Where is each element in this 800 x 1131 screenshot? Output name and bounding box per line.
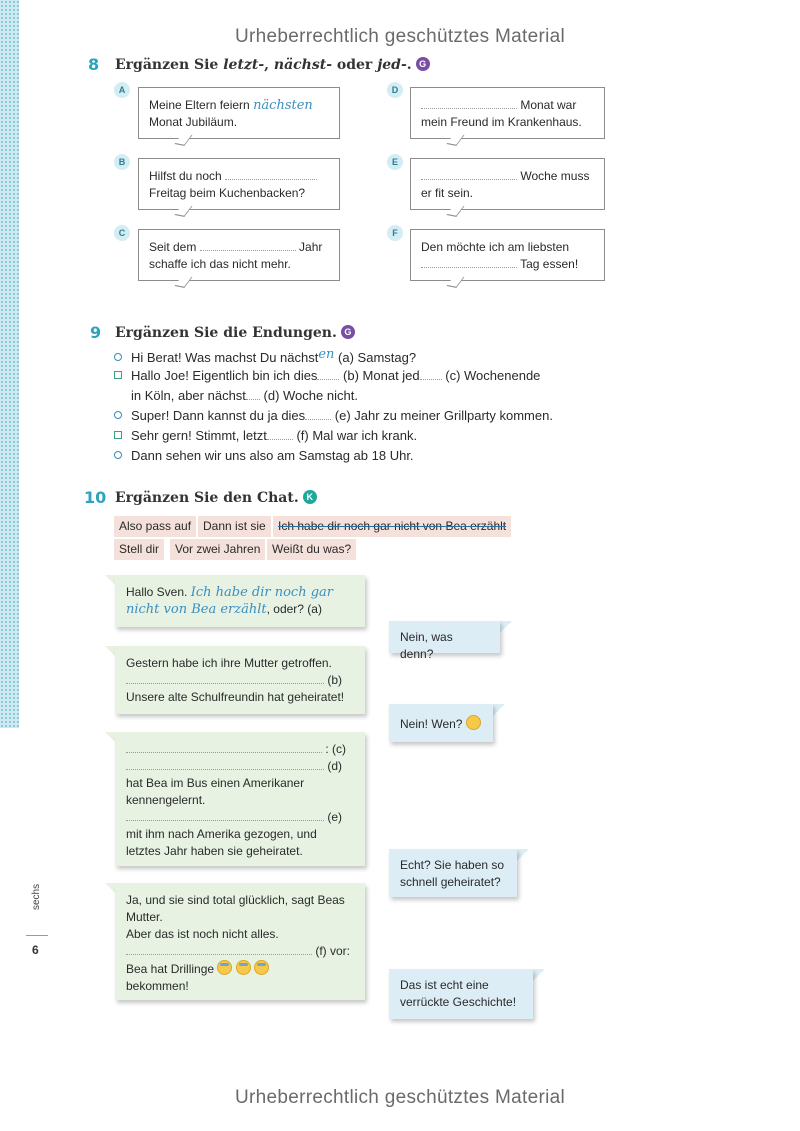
grammar-badge-icon: G	[341, 325, 355, 339]
chat-tail	[500, 621, 512, 633]
phrase-chip: Weißt du was?	[267, 539, 356, 560]
square-bullet-icon	[114, 431, 122, 439]
baby-emoji-icon	[236, 960, 251, 975]
blank-9b[interactable]	[317, 369, 339, 380]
answer-9a: en	[318, 347, 335, 362]
chat-tail	[517, 849, 529, 861]
speech-bubble-b: Hilfst du noch Freitag beim Kuchenbacken?	[138, 158, 340, 210]
exercise-9-number: 9	[90, 323, 102, 342]
astonished-emoji-icon	[466, 715, 481, 730]
speech-bubble-d: Monat war mein Freund im Krankenhaus.	[410, 87, 605, 139]
exercise-8-title: Ergänzen Sie letzt-, nächst- oder jed-. G	[115, 57, 430, 73]
blank-9e[interactable]	[305, 409, 331, 420]
footer-divider	[26, 935, 48, 936]
baby-emoji-icon	[254, 960, 269, 975]
phrase-chip: Also pass auf	[114, 516, 196, 537]
item-letter-e: E	[387, 154, 403, 170]
dialog-line-2: Hallo Joe! Eigentlich bin ich dies (b) Monat jed (c) Wochenende	[114, 366, 540, 386]
dialog-line-4: Super! Dann kannst du ja dies (e) Jahr zu meiner Grillparty kommen.	[114, 406, 553, 426]
chat-reply-4: Das ist echt eine verrückte Geschichte!	[389, 969, 533, 1019]
page-number: 6	[32, 943, 39, 957]
phrase-chip: Vor zwei Jahren	[170, 539, 265, 560]
blank-9c[interactable]	[420, 369, 442, 380]
exercise-9-title: Ergänzen Sie die Endungen. G	[115, 325, 355, 341]
speech-bubble-a: Meine Eltern feiern nächsten Monat Jubiläum.	[138, 87, 340, 139]
chat-message-3: : (c) (d) hat Bea im Bus einen Amerikaner kennengelernt. (e) mit ihm nach Amerika gezogen, und letztes Jahr haben sie geheiratet.	[115, 732, 365, 866]
circle-bullet-icon	[114, 451, 122, 459]
chat-message-1: Hallo Sven. Ich habe dir noch gar nicht von Bea erzählt, oder? (a)	[115, 575, 365, 627]
blank-e[interactable]	[421, 169, 517, 180]
exercise-10-title: Ergänzen Sie den Chat. K	[115, 490, 317, 506]
chat-tail	[533, 969, 545, 981]
speech-bubble-e: Woche muss er fit sein.	[410, 158, 605, 210]
blank-c[interactable]	[200, 240, 296, 251]
chat-reply-1: Nein, was denn?	[389, 621, 500, 653]
decorative-dot-strip	[0, 0, 19, 728]
blank-10b[interactable]	[126, 673, 324, 684]
chat-reply-2: Nein! Wen?	[389, 704, 493, 742]
answer-a: nächsten	[253, 98, 313, 113]
blank-d[interactable]	[421, 98, 517, 109]
blank-10f[interactable]	[126, 944, 312, 955]
dialog-line-5: Sehr gern! Stimmt, letzt (f) Mal war ich krank.	[114, 426, 417, 446]
speech-bubble-f: Den möchte ich am liebsten Tag essen!	[410, 229, 605, 281]
dialog-line-3: in Köln, aber nächst (d) Woche nicht.	[131, 388, 358, 403]
blank-9f[interactable]	[267, 429, 293, 440]
chat-message-2: Gestern habe ich ihre Mutter getroffen. (b) Unsere alte Schulfreundin hat geheiratet!	[115, 646, 365, 714]
item-letter-b: B	[114, 154, 130, 170]
phrase-chip: Dann ist sie	[198, 516, 271, 537]
phrase-chip: Stell dir	[114, 539, 164, 560]
blank-f[interactable]	[421, 257, 517, 268]
blank-10d[interactable]	[126, 759, 324, 770]
blank-9d[interactable]	[246, 389, 260, 400]
baby-emoji-icon	[217, 960, 232, 975]
dialog-line-1: Hi Berat! Was machst Du nächsten (a) Samstag?	[114, 345, 416, 368]
phrase-chip-used: Ich habe dir noch gar nicht von Bea erzählt	[273, 516, 511, 537]
chat-message-4: Ja, und sie sind total glücklich, sagt Beas Mutter. Aber das ist noch nicht alles. (f) vor: Bea hat Drillinge bekommen!	[115, 883, 365, 1000]
chat-tail	[493, 704, 505, 716]
answer-10a-part1: Ich habe dir noch gar	[190, 585, 333, 600]
watermark-bottom: Urheberrechtlich geschütztes Material	[234, 1087, 566, 1108]
exercise-8-number: 8	[88, 55, 100, 74]
blank-10c[interactable]	[126, 742, 322, 753]
blank-10e[interactable]	[126, 810, 324, 821]
item-letter-a: A	[114, 82, 130, 98]
speech-bubble-c: Seit dem Jahr schaffe ich das nicht mehr.	[138, 229, 340, 281]
blank-b[interactable]	[225, 169, 317, 180]
exercise-10-number: 10	[84, 488, 107, 507]
circle-bullet-icon	[114, 411, 122, 419]
item-letter-d: D	[387, 82, 403, 98]
answer-10a-part2: nicht von Bea erzählt	[126, 602, 267, 617]
square-bullet-icon	[114, 371, 122, 379]
item-letter-f: F	[387, 225, 403, 241]
item-letter-c: C	[114, 225, 130, 241]
watermark-top: Urheberrechtlich geschütztes Material	[234, 26, 566, 47]
grammar-badge-icon: G	[416, 57, 430, 71]
circle-bullet-icon	[114, 353, 122, 361]
chat-reply-3: Echt? Sie haben so schnell geheiratet?	[389, 849, 517, 897]
dialog-line-6: Dann sehen wir uns also am Samstag ab 18 Uhr.	[114, 446, 414, 466]
communication-badge-icon: K	[303, 490, 317, 504]
page-word: sechs	[31, 883, 42, 910]
